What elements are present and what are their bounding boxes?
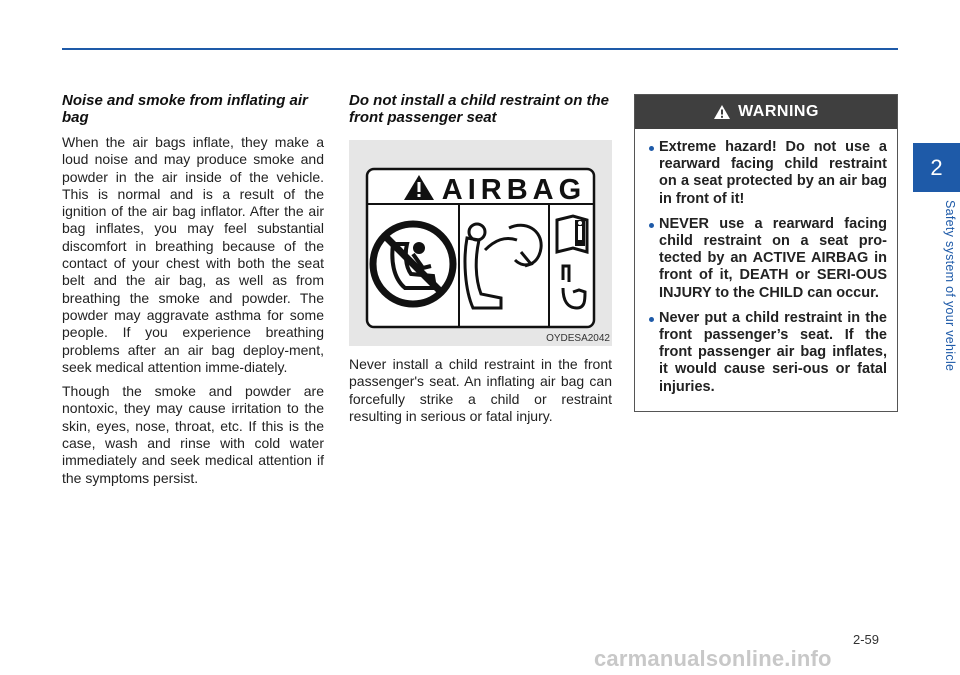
paragraph-noise-2: Though the smoke and powder are nontoxic, they may cause irritation to the skin, eyes, nose, throat, etc. If this is the case, wash and rinse with cold water immediately and seek medical attention if the symptoms persist. [62,383,324,486]
warning-item-text: Never put a child restraint in the front passenger’s seat. If the front passenger air bag inflates, it would cause seri-ous or fatal injuries. [659,309,887,395]
paragraph-noise-1: When the air bags inflate, they make a loud noise and may produce smoke and powder in the air inside of the vehicle. This is normal and is a result of the ignition of the air bag inflator. After the air bag inflates, you may feel substantial discomfort in breathing because of the contact of your chest with both the seat belt and the air bag, as well as from breathing the smoke and powder. The powder may aggravate asthma for some people. If you experience breathing problems after an air bag deploy-ment, seek medical attention imme-diately. [62,134,324,375]
bullet-icon [649,146,654,151]
bullet-icon [649,223,654,228]
chapter-number: 2 [930,154,943,180]
warning-title: WARNING [738,103,819,120]
chapter-tab[interactable] [913,143,960,192]
section-heading-noise-smoke: Noise and smoke from inflating air bag [62,92,308,126]
figure-code: OYDESA2042 [546,333,610,344]
warning-item-text: Extreme hazard! Do not use a rearward facing child restraint on a seat protected by an air bag in front of it! [659,139,887,207]
warning-box [634,94,898,412]
chapter-title-text: Safety system of your vehicle [943,200,957,372]
section-heading-child-restraint: Do not install a child restraint on the front passenger seat [349,92,610,126]
bullet-icon [649,317,654,322]
warning-header [635,95,897,129]
middle-column [349,92,612,432]
paragraph-child-restraint: Never install a child restraint in the front passenger's seat. An inflating air bag can forcefully strike a child or restraint resulting in serious or fatal injury. [349,356,612,424]
warning-triangle-icon [713,104,731,120]
airbag-warning-label-figure [349,140,612,346]
warning-item [649,139,887,208]
header-rule [62,48,898,50]
warning-list [649,139,887,396]
warning-item [649,216,887,302]
warning-item-text: NEVER use a rearward facing child restraint on a seat pro-tected by an ACTIVE AIRBAG in front of it, DEATH or SERI-OUS INJURY to the CHILD can occur. [659,215,887,301]
chapter-title [937,200,957,400]
airbag-label-illustration [349,140,612,346]
left-column [62,92,324,494]
airbag-label-text: AIRBAG [441,174,587,206]
page-number: 2-59 [853,632,880,647]
warning-item [649,310,887,396]
watermark[interactable]: carmanualsonline.info [594,646,832,671]
